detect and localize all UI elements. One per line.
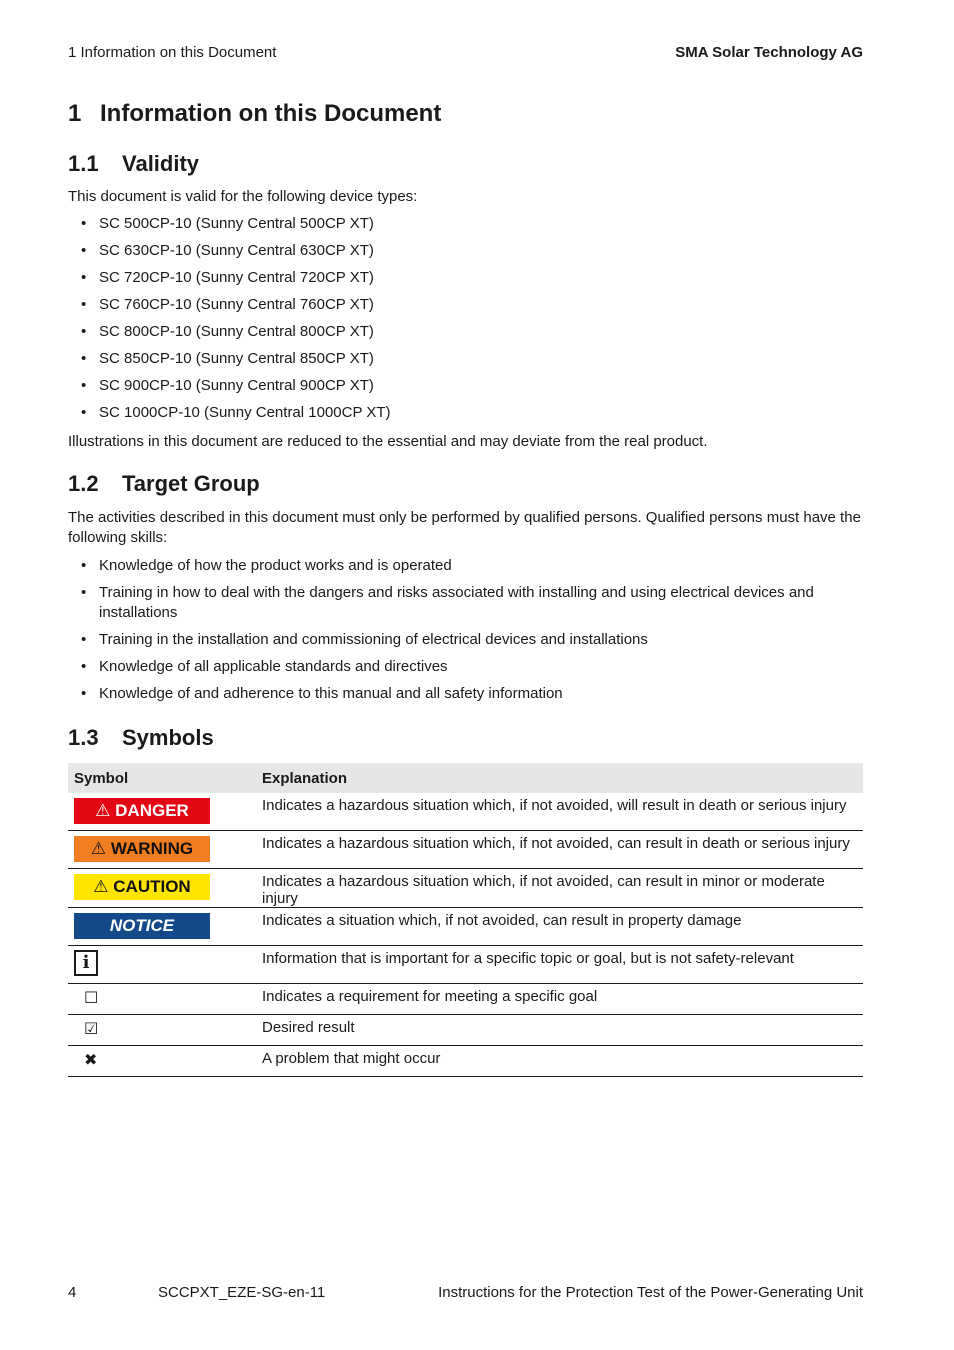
device-list	[68, 214, 863, 423]
chapter-number: 1	[68, 100, 82, 127]
table-header-row	[68, 763, 863, 793]
list-item: • Knowledge of how the product works and is operated	[68, 556, 863, 576]
list-item: • SC 1000CP-10 (Sunny Central 1000CP XT)	[68, 403, 863, 423]
footer-doc-code: SCCPXT_EZE-SG-en-11	[158, 1284, 326, 1301]
table-cell-explanation: Indicates a hazardous situation which, if not avoided, can result in death or serious injury	[256, 831, 863, 869]
validity-intro: This document is valid for the following device types:	[68, 188, 418, 205]
column-header-explanation: Explanation	[256, 763, 863, 793]
target-group-intro: The activities described in this document must only be performed by qualified persons. Qualified persons must have the following skills:	[68, 509, 861, 546]
table-row	[68, 908, 863, 946]
list-item: • Knowledge of and adherence to this manual and all safety information	[68, 684, 863, 704]
list-item: • Knowledge of all applicable standards and directives	[68, 657, 863, 677]
section-number: 1.3	[68, 725, 99, 750]
skills-list	[68, 556, 863, 704]
target-group-heading	[68, 471, 260, 497]
warning-triangle-icon: ⚠	[90, 839, 107, 858]
table-row	[68, 1046, 863, 1077]
table-row	[68, 869, 863, 908]
list-item: • SC 800CP-10 (Sunny Central 800CP XT)	[68, 322, 863, 342]
chapter-heading	[68, 100, 441, 128]
list-item: • SC 900CP-10 (Sunny Central 900CP XT)	[68, 376, 863, 396]
danger-badge: ⚠ DANGER	[74, 798, 210, 824]
warning-badge: ⚠ WARNING	[74, 836, 210, 862]
list-item: • SC 630CP-10 (Sunny Central 630CP XT)	[68, 241, 863, 261]
checkbox-empty-icon: ☐	[84, 988, 99, 1007]
table-row	[68, 831, 863, 869]
running-header-section: 1 Information on this Document	[68, 44, 277, 61]
section-title: Validity	[122, 151, 200, 176]
symbols-table	[68, 763, 863, 1077]
list-item: • Training in the installation and commissioning of electrical devices and installations	[68, 630, 863, 650]
cross-icon: ✖	[84, 1050, 98, 1069]
section-title: Target Group	[122, 471, 260, 496]
checkbox-checked-icon: ☑	[84, 1019, 99, 1038]
caution-badge: ⚠ CAUTION	[74, 874, 210, 900]
table-cell-explanation: Indicates a requirement for meeting a specific goal	[256, 984, 863, 1015]
list-item: • SC 760CP-10 (Sunny Central 760CP XT)	[68, 295, 863, 315]
table-cell-explanation: Indicates a situation which, if not avoided, can result in property damage	[256, 908, 863, 946]
table-row	[68, 984, 863, 1015]
chapter-title: Information on this Document	[100, 100, 442, 127]
footer-page-number: 4	[68, 1284, 77, 1301]
symbols-heading	[68, 725, 214, 751]
list-item: • SC 850CP-10 (Sunny Central 850CP XT)	[68, 349, 863, 369]
table-cell-explanation: Indicates a hazardous situation which, if not avoided, can result in minor or moderate injury	[256, 869, 863, 908]
section-number: 1.1	[68, 151, 99, 176]
table-row	[68, 793, 863, 831]
running-header-company: SMA Solar Technology AG	[675, 44, 863, 61]
warning-triangle-icon: ⚠	[95, 801, 111, 820]
list-item: • Training in how to deal with the dangers and risks associated with installing and using electrical devices and installations	[68, 583, 863, 623]
list-item: • SC 500CP-10 (Sunny Central 500CP XT)	[68, 214, 863, 234]
table-cell-explanation: A problem that might occur	[256, 1046, 863, 1077]
validity-note: Illustrations in this document are reduced to the essential and may deviate from the real product.	[68, 433, 708, 450]
warning-triangle-icon: ⚠	[93, 877, 109, 896]
table-row	[68, 1015, 863, 1046]
notice-badge: NOTICE	[74, 913, 210, 939]
list-item: • SC 720CP-10 (Sunny Central 720CP XT)	[68, 268, 863, 288]
info-icon: i	[74, 950, 98, 976]
table-cell-explanation: Desired result	[256, 1015, 863, 1046]
table-cell-explanation: Indicates a hazardous situation which, if not avoided, will result in death or serious injury	[256, 793, 863, 831]
table-cell-explanation: Information that is important for a specific topic or goal, but is not safety-relevant	[256, 946, 863, 984]
column-header-symbol: Symbol	[68, 763, 256, 793]
table-row	[68, 946, 863, 984]
footer-doc-title: Instructions for the Protection Test of the Power-Generating Unit	[438, 1284, 863, 1301]
validity-heading	[68, 151, 199, 177]
section-number: 1.2	[68, 471, 99, 496]
section-title: Symbols	[122, 725, 214, 750]
